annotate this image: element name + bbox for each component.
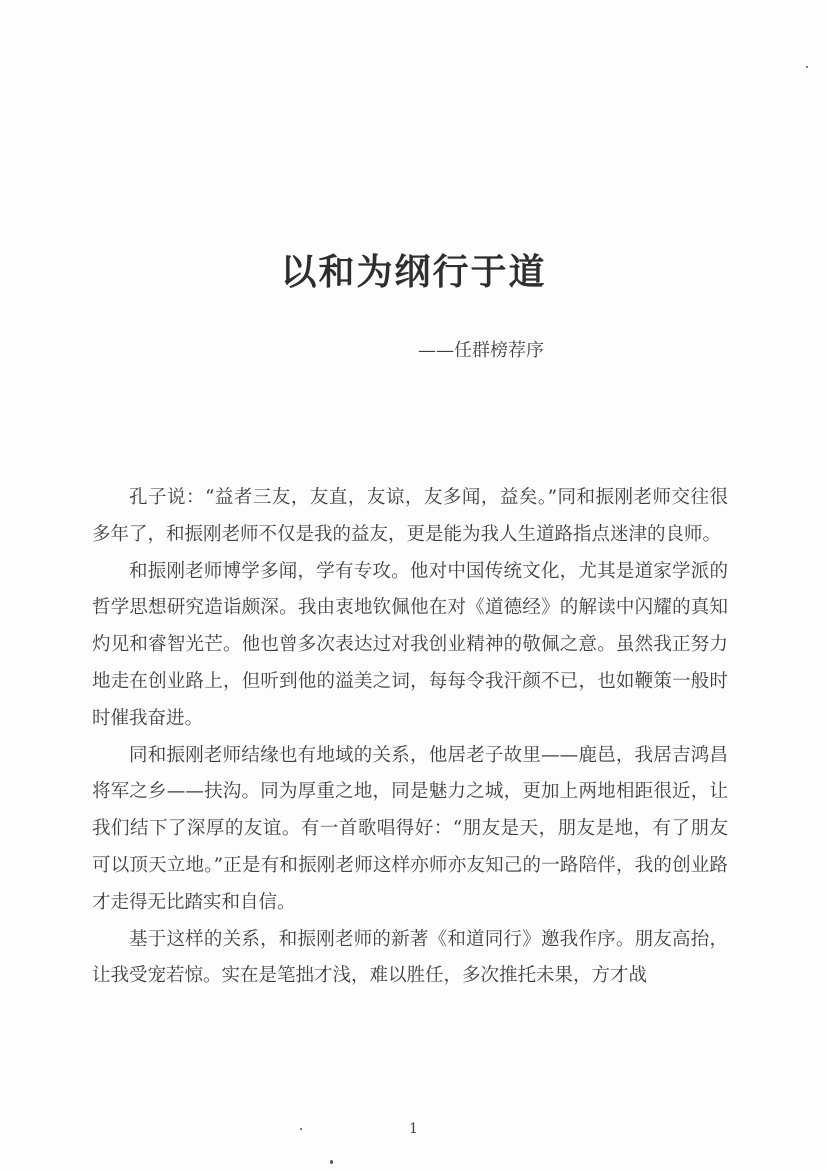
page-title: 以和为纲行于道 (280, 251, 547, 293)
scan-speck (806, 66, 808, 68)
paragraph: 和振刚老师博学多闻，学有专攻。他对中国传统文化，尤其是道家学派的哲学思想研究造诣颇深。我由衷地钦佩他在对《道德经》的解读中闪耀的真知灼见和睿智光芒。他也曾多次表达过对我创业精神的敬佩之意。虽然我正努力地走在创业路上，但听到他的溢美之词，每每令我汗颜不已，也如鞭策一般时时催我奋进。 (92, 560, 728, 729)
paragraph: 孔子说：“益者三友，友直，友谅，友多闻，益矣。”同和振刚老师交往很多年了，和振刚老师不仅是我的益友，更是能为我人生道路指点迷津的良师。 (92, 487, 728, 545)
scan-speck (300, 1128, 302, 1130)
body-text (92, 480, 728, 995)
page-number: 1 (409, 1121, 418, 1137)
paragraph: 基于这样的关系，和振刚老师的新著《和道同行》邀我作序。朋友高抬，让我受宠若惊。实在是笔拙才浅，难以胜任，多次推托未果，方才战 (92, 928, 728, 987)
page-subtitle: ——任群榜荐序 (418, 340, 544, 361)
scan-speck (330, 1160, 333, 1164)
paragraph: 同和振刚老师结缘也有地域的关系，他居老子故里——鹿邑，我居吉鸿昌将军之乡——扶沟。同为厚重之地，同是魅力之城，更加上两地相距很近，让我们结下了深厚的友谊。有一首歌唱得好：“朋友是天，朋友是地，有了朋友可以顶天立地。”正是有和振刚老师这样亦师亦友知己的一路陪伴，我的创业路才走得无比踏实和自信。 (92, 744, 728, 913)
